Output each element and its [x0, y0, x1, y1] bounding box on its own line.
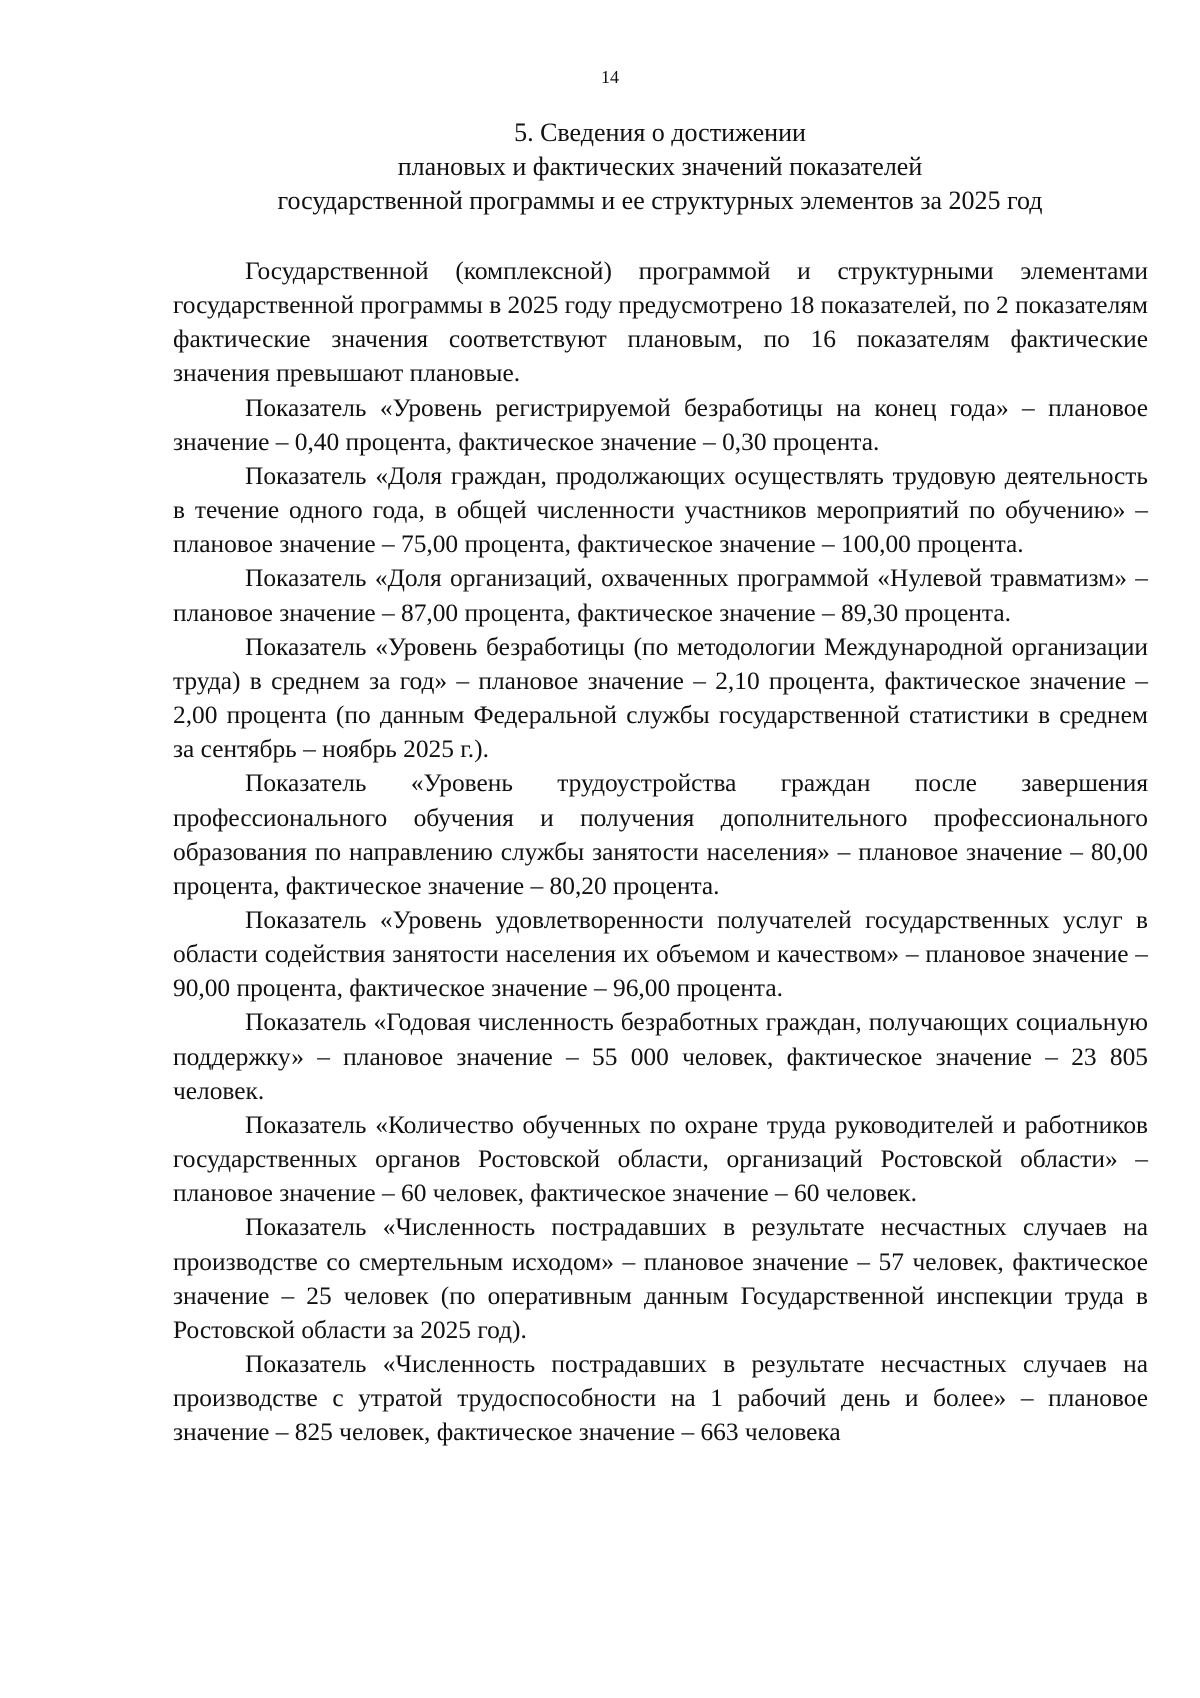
paragraph-indicator: Показатель «Уровень удовлетворенности получателей государственных услуг в области содействия занятости населения их объемом и качеством» – плановое значение – 90,00 процента, фактическое значение – 96,00 процента. — [173, 905, 1148, 1003]
paragraph-indicator: Показатель «Доля организаций, охваченных программой «Нулевой травматизм» – плановое значение – 87,00 процента, фактическое значение – 89,30 процента. — [173, 564, 1148, 627]
paragraph-indicator: Показатель «Уровень регистрируемой безработицы на конец года» – плановое значение – 0,40 процента, фактическое значение – 0,30 процента. — [173, 393, 1148, 456]
body-text — [173, 254, 1148, 1449]
page-number: 14 — [601, 67, 619, 87]
paragraph-indicator: Показатель «Годовая численность безработных граждан, получающих социальную поддержку» – плановое значение – 55 000 человек, фактическое значение – 23 805 человек. — [173, 1008, 1148, 1105]
paragraph-indicator: Показатель «Доля граждан, продолжающих осуществлять трудовую деятельность в течение одного года, в общей численности участников мероприятий по обучению» – плановое значение – 75,00 процента, фактическое значение – 100,00 процента. — [173, 461, 1148, 559]
paragraph-indicator: Показатель «Количество обученных по охране труда руководителей и работников государственных органов Ростовской области, организаций Ростовской области» – плановое значение – 60 человек, фактическое значение – 60 человек. — [173, 1110, 1148, 1208]
paragraph-indicator: Показатель «Численность пострадавших в результате несчастных случаев на производстве с утратой трудоспособности на 1 рабочий день и более» – плановое значение – 825 человек, фактическое значение – 663 человека — [173, 1350, 1148, 1447]
heading-line-1: 5. Сведения о достижении — [514, 118, 806, 147]
paragraph-indicator: Показатель «Уровень трудоустройства граждан после завершения профессионального обучения и получения дополнительного профессионального образования по направлению службы занятости населения» – плановое значение – 80,00 процента, фактическое значение – 80,20 процента. — [173, 769, 1148, 900]
paragraph-indicator: Показатель «Численность пострадавших в результате несчастных случаев на производстве со смертельным исходом» – плановое значение – 57 человек, фактическое значение – 25 человек (по оперативным данным Государственной инспекции труда в Ростовской области за 2025 год). — [173, 1213, 1148, 1344]
section-heading — [170, 116, 1150, 218]
heading-line-2: плановых и фактических значений показателей — [397, 152, 923, 181]
paragraph-indicator: Показатель «Уровень безработицы (по методологии Международной организации труда) в среднем за год» – плановое значение – 2,10 процента, фактическое значение – 2,00 процента (по данным Федеральной службы государственной статистики в среднем за сентябрь – ноябрь 2025 г.). — [173, 632, 1148, 764]
paragraph-intro: Государственной (комплексной) программой и структурными элементами государственной программы в 2025 году предусмотрено 18 показателей, по 2 показателям фактические значения соответствуют плановым, по 16 показателям фактические значения превышают плановые. — [173, 257, 1148, 388]
heading-line-3: государственной программы и ее структурных элементов за 2025 год — [277, 186, 1043, 215]
